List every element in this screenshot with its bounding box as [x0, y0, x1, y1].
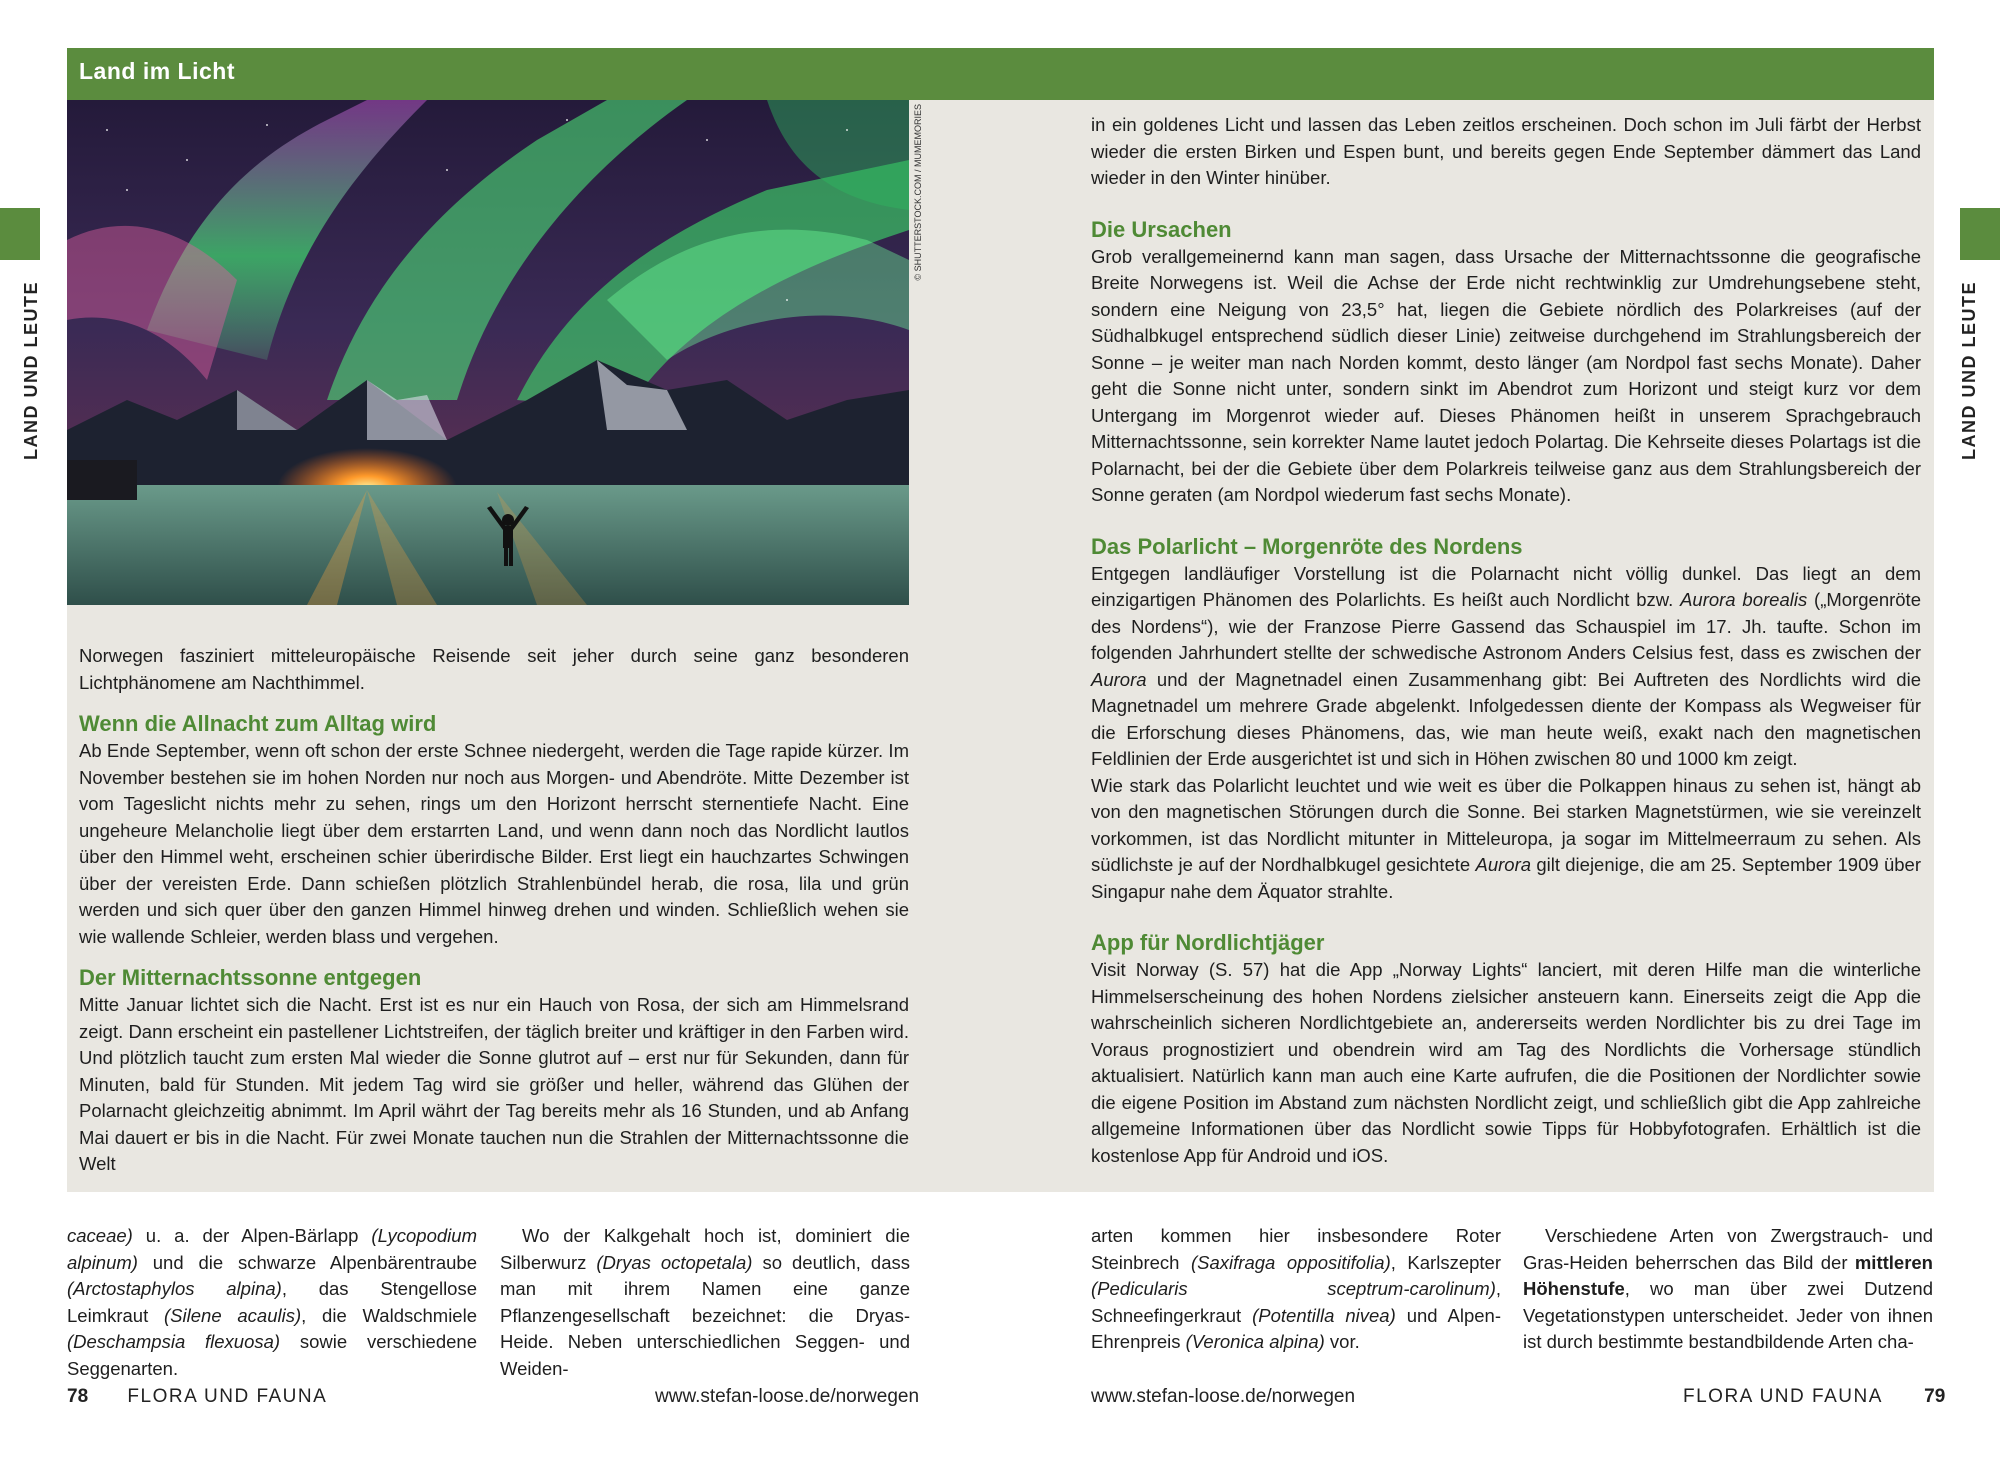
photo-credit: © SHUTTERSTOCK.COM / MUMEMORIES	[913, 104, 923, 281]
right-section-label: LAND UND LEUTE	[1959, 281, 1979, 460]
footer-left	[67, 1386, 327, 1408]
footer-right	[1683, 1386, 1945, 1408]
page-number-right: 79	[1924, 1386, 1946, 1407]
bottom-column-2: Wo der Kalkgehalt hoch ist, dominiert die Silberwurz (Dryas octopetala) so deutlich, dass man mit ihrem Namen eine ganze Pflanzengesellschaft bezeichnet: die Dryas-Heide. Neben unterschiedlichen Seggen- und Weiden-	[500, 1225, 910, 1379]
page-number-left: 78	[67, 1386, 89, 1407]
heading-polarlicht: Das Polarlicht – Morgenröte des Nordens	[1091, 533, 1523, 559]
feature-header	[67, 48, 1934, 100]
bottom-column-3: arten kommen hier insbesondere Roter Steinbrech (Saxifraga oppositifolia), Karlszepter (Pedicularis sceptrum-carolinum), Schneefingerkraut (Potentilla nivea) und Alpen-Ehrenpreis (Veronica alpina) vor.	[1091, 1225, 1502, 1352]
paragraph-polarlicht-1: Entgegen landläufiger Vorstellung ist die Polarnacht nicht völlig dunkel. Das liegt an dem einzigartigen Phänomen des Polarlichts. Es heißt auch Nordlicht bzw. Aurora borealis („Morgenröte des Nordens“), wie der Franzose Pierre Gassend das Schauspiel im 17. Jh. taufte. Schon im folgenden Jahrhundert stellte der schwedische Astronom Anders Celsius fest, dass es zwischen der Aurora und der Magnetnadel einen Zusammenhang gibt: Bei Auftreten des Nordlichts wird die Magnetnadel um mehrere Grade abgelenkt. Infolgedessen diente der Kompass als Wegweiser für die Erforschung dieses Phänomens, das, wie man heute weiß, exakt nach den magnetischen Feldlinien der Erde ausgerichtet ist und sich in Höhen zwischen 80 und 1000 km zeigt.	[1091, 562, 1921, 769]
left-side-tab	[0, 208, 40, 260]
footer-url-left[interactable]: www.stefan-loose.de/norwegen	[655, 1386, 920, 1407]
heading-allnacht: Wenn die Allnacht zum Alltag wird	[79, 711, 437, 736]
right-side-tab	[1960, 208, 2000, 260]
paragraph-mitternachtssonne: Mitte Januar lichtet sich die Nacht. Erst ist es nur ein Hauch von Rosa, der sich am Himmelsrand zeigt. Dann erscheint ein pastellener Lichtstreifen, der täglich breiter und kräftiger in den Farben wird. Und plötzlich taucht zum ersten Mal wieder die Sonne glutrot auf – erst nur für Sekunden, dann für Minuten, bald für Stunden. Mit jedem Tag wird sie größer und heller, während das Glühen der Polarnacht gleichzeitig abnimmt. Im April währt der Tag bereits mehr als 16 Stunden, und ab Anfang Mai dauert er bis in die Nacht. Für zwei Monate tauchen nun die Strahlen der Mitternachtssonne die Welt	[79, 994, 909, 1174]
heading-ursachen: Die Ursachen	[1091, 216, 1232, 242]
paragraph-ursachen: Grob verallgemeinernd kann man sagen, dass Ursache der Mitternachtssonne die geografische Breite Norwegens ist. Weil die Achse der Erde nicht rechtwinklig zur Umdrehungsebene steht, sondern eine Neigung von 23,5° hat, liegen die Gebiete nördlich des Polarkreises (auf der Südhalbkugel entsprechend südlich dieser Linie) zeitweise durchgehend im Strahlungsbereich der Sonne – je weiter man nach Norden kommt, desto länger (am Nordpol fast sechs Monate). Daher geht die Sonne nicht unter, sondern sinkt im Abendrot zum Horizont und steigt kurz vor dem Untergang im Morgenrot wieder auf. Dieses Phänomen heißt in unserem Sprachgebrauch Mitternachtssonne, sein korrekter Name lautet jedoch Polartag. Die Kehrseite dieses Polartags ist die Polarnacht, bei der die Gebiete über dem Polarkreis teilweise ganz aus dem Strahlungsbereich der Sonne geraten (am Nordpol wiederum fast sechs Monate).	[1091, 245, 1921, 505]
aurora-illustration	[67, 100, 909, 605]
paragraph-continued: in ein goldenes Licht und lassen das Leben zeitlos erscheinen. Doch schon im Juli färbt der Herbst wieder die ersten Birken und Espen bunt, und bereits gegen Ende September dämmert das Land wieder in den Winter hinüber.	[1091, 114, 1921, 188]
running-title-left: FLORA UND FAUNA	[127, 1386, 328, 1407]
heading-mitternachtssonne: Der Mitternachtssonne entgegen	[79, 965, 422, 990]
bottom-column-1: caceae) u. a. der Alpen-Bärlapp (Lycopodium alpinum) und die schwarze Alpenbärentraube (Arctostaphylos alpina), das Stengellose Leimkraut (Silene acaulis), die Waldschmiele (Deschampsia flexuosa) sowie verschiedene Seggenarten.	[67, 1225, 478, 1379]
running-title-right: FLORA UND FAUNA	[1683, 1386, 1883, 1407]
bottom-column-4: Verschiedene Arten von Zwergstrauch- und Gras-Heiden beherrschen das Bild der mittleren Höhenstufe, wo man über zwei Dutzend Vegetationstypen unterscheidet. Jeder von ihnen ist durch bestimmte bestandbildende Arten cha-	[1523, 1225, 1933, 1352]
intro-paragraph: Norwegen fasziniert mitteleuropäische Reisende seit jeher durch seine ganz besonderen Lichtphänomene am Nachthimmel.	[79, 645, 909, 693]
heading-app: App für Nordlichtjäger	[1091, 930, 1325, 955]
paragraph-allnacht: Ab Ende September, wenn oft schon der erste Schnee niedergeht, werden die Tage rapide kürzer. Im November bestehen sie im hohen Norden nur noch aus Morgen- und Abendröte. Mitte Dezember ist vom Tageslicht nichts mehr zu sehen, rings um den Horizont herrscht sternentiefe Nacht. Eine ungeheure Melancholie liegt über dem erstarrten Land, und wenn dann noch das Nordlicht lautlos über den Himmel weht, erscheinen schier überirdische Bilder. Erst liegt ein hauchzartes Schwingen über der vereisten Erde. Dann schießen plötzlich Strahlenbündel herab, die rosa, lila und grün werden und sich quer über den ganzen Himmel hinweg drehen und winden. Schließlich wehen sie wie wallende Schleier, werden blass und vergehen.	[79, 740, 909, 947]
left-column	[79, 643, 909, 1178]
paragraph-polarlicht-2: Wie stark das Polarlicht leuchtet und wie weit es über die Polkappen hinaus zu sehen ist, hängt ab von den magnetischen Störungen durch die Sonne. Bei starken Magnetstürmen, wie sie vereinzelt vorkommen, ist das Nordlicht mitunter in Mitteleuropa, ja sogar im Mittelmeerraum zu sehen. Als südlichste je auf der Nordhalbkugel gesichtete Aurora gilt diejenige, die am 25. September 1909 über Singapur nahe dem Äquator strahlte.	[1091, 774, 1921, 902]
left-section-label: LAND UND LEUTE	[21, 281, 41, 460]
right-column	[1091, 112, 1921, 1169]
aurora-photo	[67, 100, 909, 605]
feature-title: Land im Licht	[79, 58, 235, 84]
footer-url-right[interactable]: www.stefan-loose.de/norwegen	[1091, 1386, 1356, 1407]
paragraph-app: Visit Norway (S. 57) hat die App „Norway Lights“ lanciert, mit deren Hilfe man die winterliche Himmelserscheinung des hohen Nordens zielsicher ansteuern kann. Einerseits zeigt die App die wahrscheinlich sicheren Nordlichtgebiete an, andererseits werden Nordlichter bis zu drei Tage im Voraus prognostiziert und obendrein wird am Tag des Nordlichts die Vorhersage stündlich aktualisiert. Natürlich kann man auch eine Karte aufrufen, die die Positionen der Nordlichter sowie die eigene Position im Abstand zum nächsten Nordlicht zeigt, und schließlich gibt die App zahlreiche allgemeine Informationen über das Nordlicht sowie Tipps für Hobbyfotografen. Erhältlich ist die kostenlose App für Android und iOS.	[1091, 959, 1921, 1166]
